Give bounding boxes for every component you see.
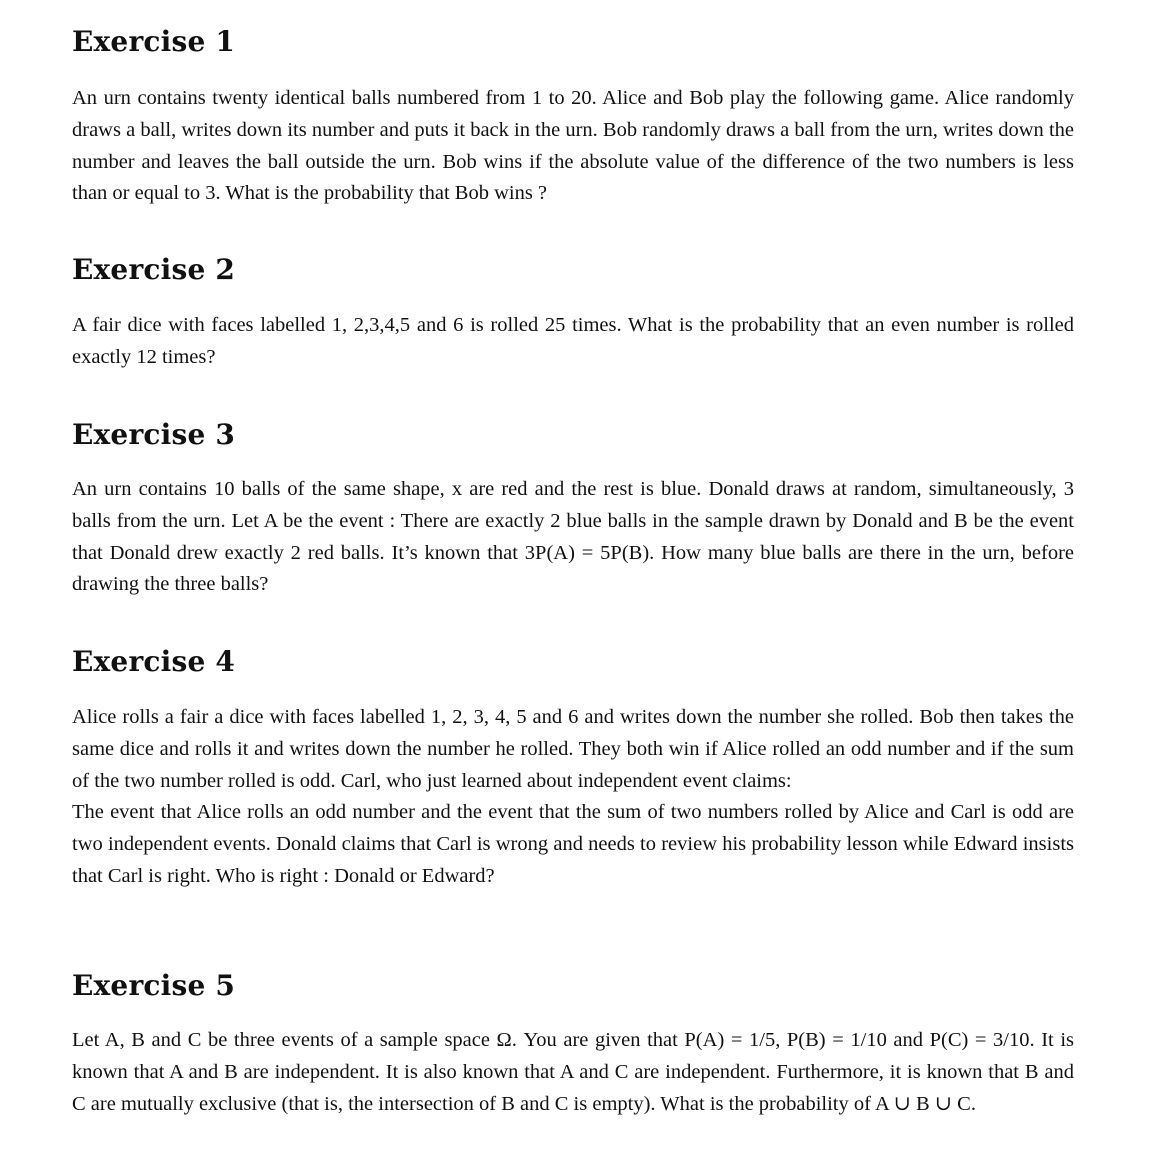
exercise-3-title: Exercise 3	[72, 418, 236, 451]
exercise-1-title: Exercise 1	[72, 25, 236, 58]
exercise-1	[72, 24, 1074, 205]
exercise-5-body	[72, 1025, 1074, 1120]
exercise-3-body	[72, 474, 1074, 601]
exercise-3	[72, 417, 1074, 596]
exercise-4-paragraph-1: Alice rolls a fair a dice with faces labelled 1, 2, 3, 4, 5 and 6 and writes down the number she rolled. Bob then takes the same dice and rolls it and writes down the number he rolled. They both win if Alice rolled an odd number and if the sum of the two number rolled is odd. Carl, who just learned about independent event claims:	[72, 706, 1074, 792]
exercise-5	[72, 968, 1074, 1115]
exercise-2-body	[72, 310, 1074, 374]
exercise-5-title: Exercise 5	[72, 969, 236, 1002]
exercise-3-paragraph-1: An urn contains 10 balls of the same shape, x are red and the rest is blue. Donald draws at random, simultaneously, 3 balls from the urn. Let A be the event : There are exactly 2 blue balls in the sample drawn by Donald and B be the event that Donald drew exactly 2 red balls. It’s known that 3P(A) = 5P(B). How many blue balls are there in the urn, before drawing the three balls?	[72, 478, 1074, 596]
exercise-5-paragraph-1: Let A, B and C be three events of a sample space Ω. You are given that P(A) = 1/5, P(B) = 1/10 and P(C) = 3/10. It is known that A and B are independent. It is also known that A and C are independent. Furthermore, it is known that B and C are mutually exclusive (that is, the intersection of B and C is empty). What is the probability of A ∪ B ∪ C.	[72, 1029, 1074, 1115]
exercise-4-title: Exercise 4	[72, 645, 236, 678]
exercise-4	[72, 644, 1074, 887]
exercise-2-title: Exercise 2	[72, 253, 236, 286]
exercise-1-paragraph-1: An urn contains twenty identical balls numbered from 1 to 20. Alice and Bob play the following game. Alice randomly draws a ball, writes down its number and puts it back in the urn. Bob randomly draws a ball from the urn, writes down the number and leaves the ball outside the urn. Bob wins if the absolute value of the difference of the two numbers is less than or equal to 3. What is the probability that Bob wins ?	[72, 87, 1074, 205]
exercise-2	[72, 252, 1074, 368]
exercise-4-body	[72, 702, 1074, 893]
exercise-1-body	[72, 83, 1074, 210]
exercise-4-paragraph-2: The event that Alice rolls an odd number and the event that the sum of two numbers rolled by Alice and Carl is odd are two independent events. Donald claims that Carl is wrong and needs to review his probability lesson while Edward insists that Carl is right. Who is right : Donald or Edward?	[72, 801, 1074, 887]
exercise-2-paragraph-1: A fair dice with faces labelled 1, 2,3,4,5 and 6 is rolled 25 times. What is the probability that an even number is rolled exactly 12 times?	[72, 314, 1074, 368]
